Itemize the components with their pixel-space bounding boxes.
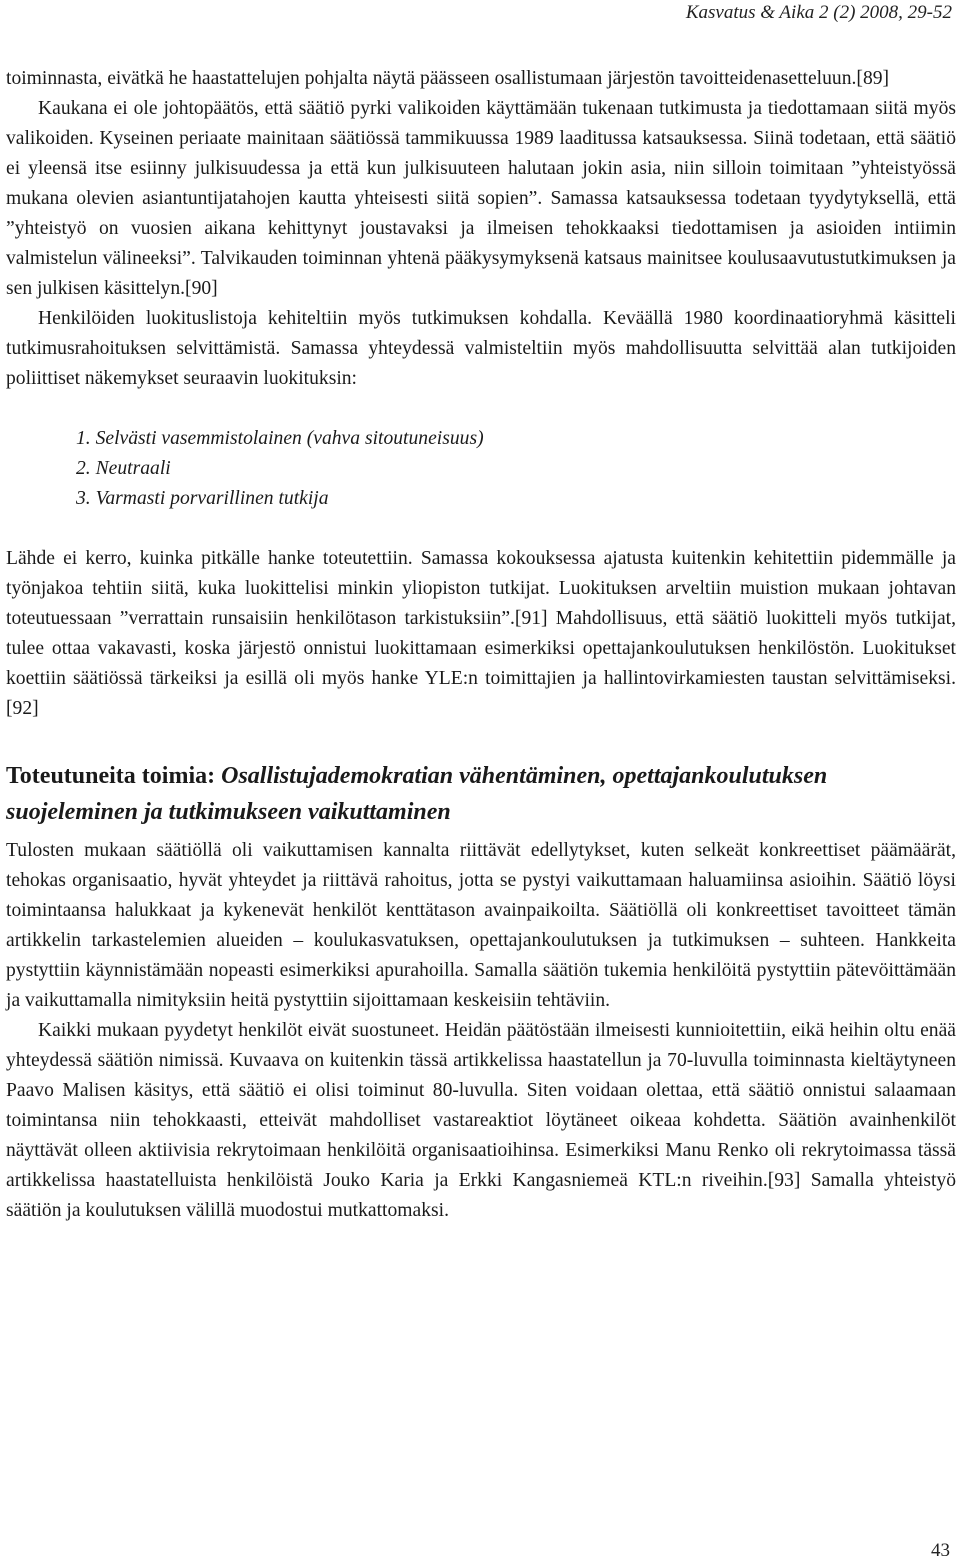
paragraph: Kaikki mukaan pyydetyt henkilöt eivät suostuneet. Heidän päätöstään ilmeisesti kunnioitettiin, eikä heihin oltu enää yhteydessä säätiön nimissä. Kuvaava on kuitenkin tässä artikkelissa haastatellun ja 70-luvulla toiminnasta kieltäytyneen Paavo Malisen käsitys, että säätiö ei olisi toiminut 80-luvulla. Siten voidaan olettaa, että säätiö onnistui salaamaan toimintansa niin tehokkaasti, etteivät mahdolliset vastareaktiot löytäneet oikeaa kohdetta. Säätiön avainhenkilöt näyttävät olleen aktiivisia rekrytoimaan henkilöitä organisaatioihinsa. Esimerkiksi Manu Renko oli rekrytoimassa tässä artikkelissa haastatelluista henkilöistä Jouko Karia ja Erkki Kangasniemeä KTL:n riveihin.[93] Samalla yhteistyö säätiön ja koulutuksen välillä muodostui mutkattomaksi. bbox=[6, 1020, 956, 1221]
section-heading-title: Osallistujademokratian vähentäminen, opettajankoulutuksen suojeleminen ja tutkimukseen vaikuttaminen bbox=[6, 763, 828, 825]
running-header: Kasvatus & Aika 2 (2) 2008, 29-52 bbox=[685, 2, 952, 23]
list-item: 2. Neutraali bbox=[76, 458, 171, 479]
paragraph: Tulosten mukaan säätiöllä oli vaikuttamisen kannalta riittävät edellytykset, kuten selkeät konkreettiset päämäärät, tehokas organisaatio, hyvät yhteydet ja riittävä rahoitus, jotta se pystyi vaikuttamaan haluamiinsa asioihin. Säätiö löysi toimintaansa halukkaat ja kykenevät henkilöt kenttätason avainpaikoilta. Säätiöllä oli konkreettiset tavoitteet tämän artikkelin tarkastelemien alueiden – koulukasvatuksen, opettajankoulutuksen ja tutkimuksen – suhteen. Hankkeita pystyttiin käynnistämään nopeasti esimerkiksi apurahoilla. Samalla säätiön tukemia henkilöitä pystyttiin pätevöittämään ja vaikuttamalla nimityksiin heitä pystyttiin sijoittamaan keskeisiin tehtäviin. bbox=[6, 840, 956, 1011]
list-item: 1. Selvästi vasemmistolainen (vahva sitoutuneisuus) bbox=[76, 428, 484, 449]
classification-list bbox=[6, 424, 956, 514]
paragraph: toiminnasta, eivätkä he haastattelujen pohjalta näytä päässeen osallistumaan järjestön tavoitteidenasetteluun.[89] bbox=[6, 68, 890, 89]
paragraph: Kaukana ei ole johtopäätös, että säätiö pyrki valikoiden käyttämään tukenaan tutkimusta ja tiedottamaan siitä myös valikoiden. Kyseinen periaate mainitaan säätiössä tammikuussa 1989 laaditussa katsauksessa. Siinä todetaan, että säätiö ei yleensä itse esiinny julkisuudessa ja että kun julkisuuteen halutaan jokin asia, niin silloin toimitaan ”yhteistyössä mukana olevien asiantuntijatahojen kautta yhteisesti siitä sopien”. Samassa katsauksessa todetaan tyydytyksellä, että ”yhteistyö on vuosien aikana kehittynyt joustavaksi ja ilmeisen tehokkaaksi tiedottamisen ja asioiden intiimin valmistelun välineeksi”. Talvikauden toiminnan yhtenä pääkysymyksenä katsaus mainitsee koulusaavutustutkimuksen ja sen julkisen käsittelyn.[90] bbox=[6, 98, 956, 299]
list-item: 3. Varmasti porvarillinen tutkija bbox=[76, 488, 329, 509]
paragraph: Lähde ei kerro, kuinka pitkälle hanke toteutettiin. Samassa kokouksessa ajatusta kuitenkin kehitettiin pidemmälle ja työnjakoa tehtiin siitä, kuka luokittelisi minkin yliopiston tutkijat. Luokituksen arveltiin muistion mukaan johtavan toteutuessaan ”verrattain runsaisiin henkilötason tarkistuksiin”.[91] Mahdollisuus, että säätiö luokitteli myös tutkijat, tulee ottaa vakavasti, koska järjestö onnistui luokittamaan esimerkiksi opettajankoulutuksen henkilöstön. Luokitukset koettiin säätiössä tärkeiksi ja esillä oli myös hanke YLE:n toimittajien ja hallintovirkamiesten taustan selvittämiseksi.[92] bbox=[6, 548, 956, 719]
section-heading-lead: Toteutuneita toimia: bbox=[6, 763, 216, 789]
paragraph: Henkilöiden luokituslistoja kehiteltiin myös tutkimuksen kohdalla. Keväällä 1980 koordinaatioryhmä käsitteli tutkimusrahoituksen selvittämistä. Samassa yhteydessä valmisteltiin myös mahdollisuutta selvittää alan tutkijoiden poliittiset näkemykset seuraavin luokituksin: bbox=[6, 308, 956, 389]
section-heading bbox=[6, 758, 956, 830]
page-number: 43 bbox=[931, 1540, 950, 1561]
article-body bbox=[6, 64, 956, 1226]
